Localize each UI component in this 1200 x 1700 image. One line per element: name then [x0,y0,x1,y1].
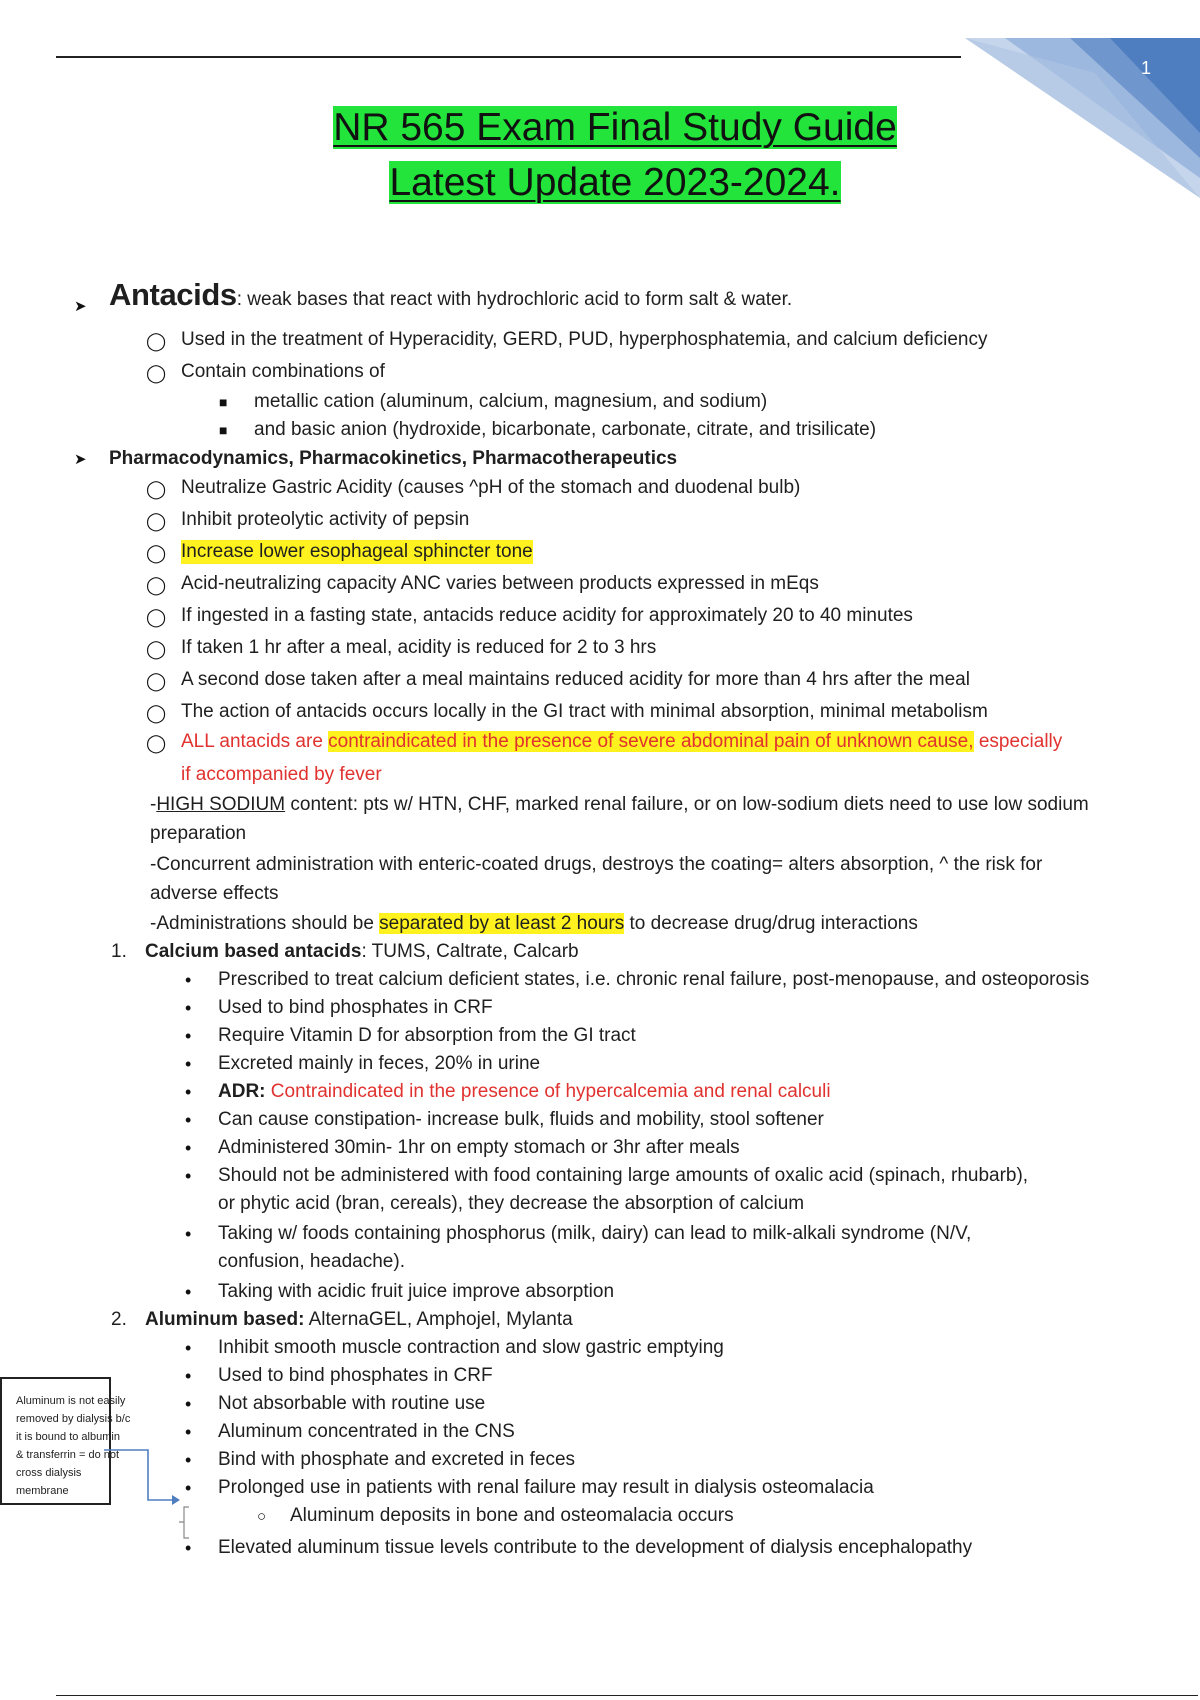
dot-bullet-icon: • [185,1082,192,1102]
concurrent-note: -Concurrent administration with enteric-coated drugs, destroys the coating= alters absorption, ^ the risk for [150,854,1043,875]
calcium-item: Require Vitamin D for absorption from the GI tract [218,1025,636,1046]
dot-bullet-icon: • [185,1538,192,1558]
calcium-phosphorus: Taking w/ foods containing phosphorus (milk, dairy) can lead to milk-alkali syndrome (N/V, [218,1223,972,1244]
dot-bullet-icon: • [185,1338,192,1358]
pharm-item: If taken 1 hr after a meal, acidity is reduced for 2 to 3 hrs [181,637,657,658]
calcium-item: Administered 30min- 1hr on empty stomach or 3hr after meals [218,1137,740,1158]
circle-bullet-icon: ◯ [146,671,167,691]
contraindication-warning-cont: if accompanied by fever [181,764,382,785]
pharm-item: Neutralize Gastric Acidity (causes ^pH of the stomach and duodenal bulb) [181,477,801,498]
calcium-item: Excreted mainly in feces, 20% in urine [218,1053,541,1074]
dot-bullet-icon: • [185,998,192,1018]
concurrent-note-cont: adverse effects [150,883,279,904]
page-number: 1 [1141,58,1152,78]
dot-bullet-icon: • [185,1450,192,1470]
square-bullet-icon: ■ [219,422,228,438]
dot-bullet-icon: • [185,970,192,990]
pharm-heading: Pharmacodynamics, Pharmacokinetics, Pharmacotherapeutics [109,448,678,469]
dot-bullet-icon: • [185,1110,192,1130]
calcium-item: Used to bind phosphates in CRF [218,997,493,1018]
circle-bullet-icon: ◯ [146,733,167,753]
hollow-bullet-icon: ○ [257,1508,267,1525]
circle-bullet-icon: ◯ [146,575,167,595]
pharm-item-highlighted: Increase lower esophageal sphincter tone [181,541,533,562]
contraindication-warning: ALL antacids are contraindicated in the presence of severe abdominal pain of unknown cause, especially [181,731,1063,752]
footer-rule [56,1695,1198,1696]
high-sodium-note: -HIGH SODIUM content: pts w/ HTN, CHF, marked renal failure, or on low-sodium diets need to use low sodium [150,794,1089,815]
circle-bullet-icon: ◯ [146,639,167,659]
aluminum-item: Not absorbable with routine use [218,1393,486,1414]
calcium-phosphorus-cont: confusion, headache). [218,1251,405,1272]
circle-bullet-icon: ◯ [146,479,167,499]
dot-bullet-icon: • [185,1138,192,1158]
aluminum-item: Prolonged use in patients with renal failure may result in dialysis osteomalacia [218,1477,874,1498]
calcium-juice: Taking with acidic fruit juice improve absorption [218,1281,615,1302]
dot-bullet-icon: • [185,1166,192,1186]
pharm-item: The action of antacids occurs locally in the GI tract with minimal absorption, minimal metabolism [181,701,988,722]
antacids-heading: Antacids: weak bases that react with hydrochloric acid to form salt & water. [109,277,793,312]
aluminum-item: Elevated aluminum tissue levels contribute to the development of dialysis encephalopathy [218,1537,973,1558]
aluminum-dialysis-comment: Aluminum is not easily removed by dialysis b/c it is bound to albumin & transferrin = do not cross dialysis membrane [0,1377,111,1505]
arrow-bullet-icon: ➤ [74,298,87,315]
circle-bullet-icon: ◯ [146,543,167,563]
contain-combinations: Contain combinations of [181,361,385,382]
pharm-item: Inhibit proteolytic activity of pepsin [181,509,470,530]
square-bullet-icon: ■ [219,394,228,410]
dot-bullet-icon: • [185,1026,192,1046]
administration-note: -Administrations should be separated by at least 2 hours to decrease drug/drug interactions [150,913,918,934]
title-line-2: Latest Update 2023-2024. [389,161,841,204]
circle-bullet-icon: ◯ [146,331,167,351]
circle-bullet-icon: ◯ [146,363,167,383]
pharm-item: A second dose taken after a meal maintains reduced acidity for more than 4 hrs after the meal [181,669,970,690]
dot-bullet-icon: • [185,1224,192,1244]
dot-bullet-icon: • [185,1282,192,1302]
pharm-item: If ingested in a fasting state, antacids reduce acidity for approximately 20 to 40 minutes [181,605,913,626]
circle-bullet-icon: ◯ [146,703,167,723]
dot-bullet-icon: • [185,1422,192,1442]
calcium-item: Prescribed to treat calcium deficient states, i.e. chronic renal failure, post-menopause, and osteoporosis [218,969,1090,990]
dot-bullet-icon: • [185,1478,192,1498]
dot-bullet-icon: • [185,1366,192,1386]
calcium-oxalic: Should not be administered with food containing large amounts of oxalic acid (spinach, rhubarb), [218,1165,1029,1186]
title-line-1: NR 565 Exam Final Study Guide [333,106,897,149]
aluminum-item: Aluminum concentrated in the CNS [218,1421,515,1442]
basic-anion: and basic anion (hydroxide, bicarbonate, carbonate, citrate, and trisilicate) [254,419,877,440]
comment-connector-arrow [104,1440,194,1555]
calcium-heading: Calcium based antacids: TUMS, Caltrate, Calcarb [145,941,579,962]
circle-bullet-icon: ◯ [146,607,167,627]
aluminum-number: 2. [111,1309,127,1330]
aluminum-sub-item: Aluminum deposits in bone and osteomalacia occurs [290,1505,734,1526]
arrow-bullet-icon: ➤ [74,451,87,468]
calcium-oxalic-cont: or phytic acid (bran, cereals), they decrease the absorption of calcium [218,1193,805,1214]
metallic-cation: metallic cation (aluminum, calcium, magnesium, and sodium) [254,391,768,412]
aluminum-item: Bind with phosphate and excreted in feces [218,1449,576,1470]
aluminum-item: Used to bind phosphates in CRF [218,1365,493,1386]
dot-bullet-icon: • [185,1054,192,1074]
aluminum-heading: Aluminum based: AlternaGEL, Amphojel, Mylanta [145,1309,573,1330]
calcium-item: Can cause constipation- increase bulk, fluids and mobility, stool softener [218,1109,824,1130]
calcium-number: 1. [111,941,127,962]
high-sodium-note-cont: preparation [150,823,247,844]
pharm-item: Acid-neutralizing capacity ANC varies between products expressed in mEqs [181,573,819,594]
aluminum-item: Inhibit smooth muscle contraction and slow gastric emptying [218,1337,724,1358]
dot-bullet-icon: • [185,1394,192,1414]
calcium-adr: ADR: Contraindicated in the presence of hypercalcemia and renal calculi [218,1081,831,1102]
antacid-uses: Used in the treatment of Hyperacidity, GERD, PUD, hyperphosphatemia, and calcium deficiency [181,329,988,350]
circle-bullet-icon: ◯ [146,511,167,531]
